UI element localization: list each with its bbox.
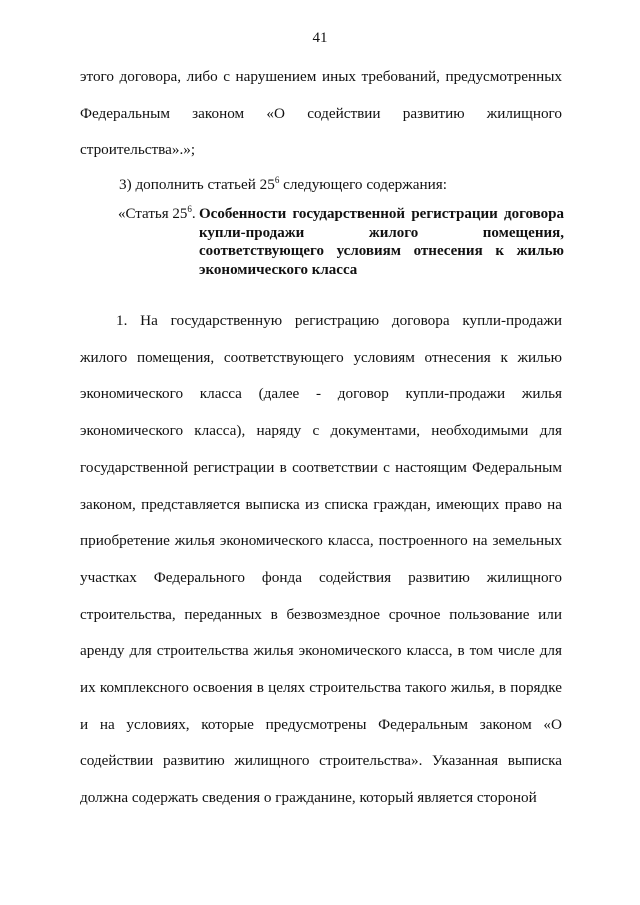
article-lead: «Статья 25 <box>118 206 188 222</box>
superscript-6: 6 <box>274 174 280 185</box>
article-title: Особенности государственной регистрации договора купли-продажи жилого помещения, соответствующего условиям отнесения к жилью экономического класса <box>199 206 564 278</box>
paragraph-continuation: этого договора, либо с нарушением иных требований, предусмотренных Федеральным законом «О содействии развитию жилищного строительства».»; <box>80 68 562 159</box>
article-punct: . <box>191 206 196 222</box>
article-superscript: 6 <box>187 204 192 214</box>
paragraph-article-1: 1. На государственную регистрацию договора купли-продажи жилого помещения, соответствующего условиям отнесения к жилью экономического класса (далее - договор купли-продажи жилья экономического класса), наряду с документами, необходимыми для государственной регистрации в соответствии с настоящим Федеральным законом, представляется выписка из списка граждан, имеющих право на приобретение жилья экономического класса, построенного на земельных участках Федерального фонда содействия развитию жилищного строительства, переданных в безвозмездное срочное пользование или аренду для строительства жилья экономического класса, в том числе для их комплексного освоения в целях строительства такого жилья, в порядке и на условиях, которые предусмотрены Федеральным законом «О содействии развитию жилищного строительства». Указанная выписка должна содержать сведения о гражданине, который является стороной <box>80 312 562 807</box>
amendment-text-end: следующего содержания: <box>279 176 447 193</box>
article-number <box>118 205 196 224</box>
page-number: 41 <box>312 30 328 46</box>
paragraph-amendment-3 <box>80 167 562 204</box>
amendment-text: 3) дополнить статьей 25 <box>119 176 275 193</box>
